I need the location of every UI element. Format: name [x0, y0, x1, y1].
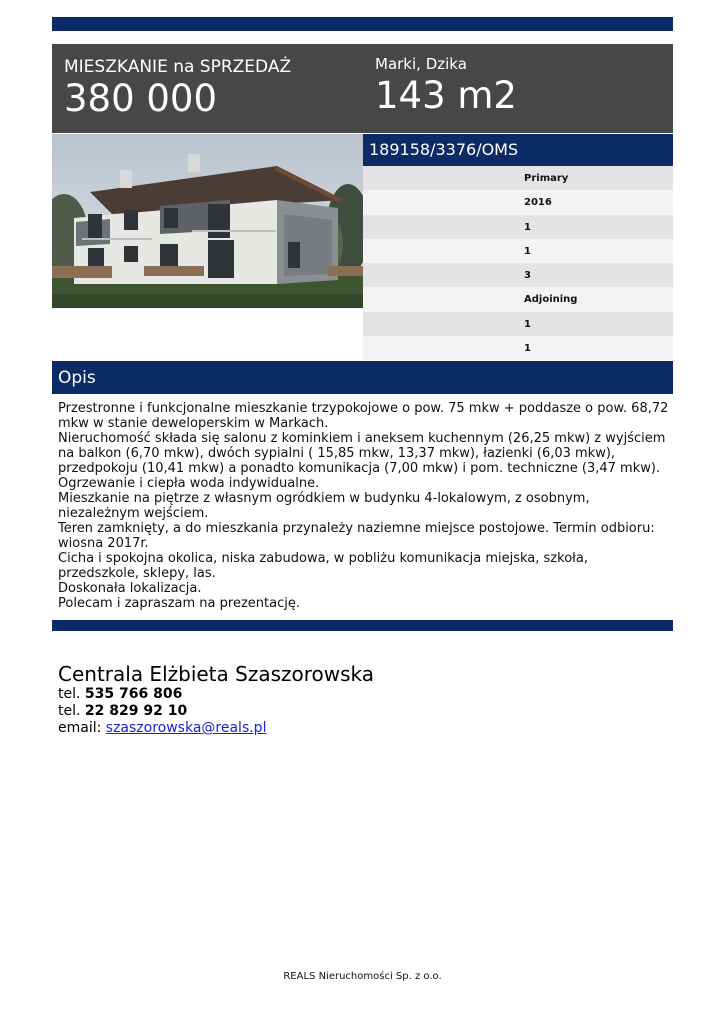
top-accent-bar: [52, 17, 673, 31]
listing-reference-bar: [363, 134, 673, 166]
location-label: Marki, Dzika: [375, 55, 467, 73]
param-value: Adjoining: [524, 294, 578, 306]
param-row: [363, 263, 673, 287]
header-right: [375, 54, 517, 117]
param-value: 1: [524, 343, 531, 355]
param-row: [363, 166, 673, 190]
header-left: [64, 56, 291, 120]
phone-label: tel.: [58, 686, 81, 702]
description-heading-bar: [52, 361, 673, 394]
email-line: [58, 720, 374, 737]
email-link[interactable]: szaszorowska@reals.pl: [105, 720, 267, 736]
param-value: 1: [524, 221, 531, 233]
param-value: 2016: [524, 197, 552, 209]
param-row: [363, 287, 673, 311]
param-row: [363, 190, 673, 214]
description-paragraph: Polecam i zapraszam na prezentację.: [58, 596, 300, 611]
param-row: [363, 239, 673, 263]
email-label: email:: [58, 720, 102, 736]
param-value: 1: [524, 245, 531, 257]
param-value: 3: [524, 270, 531, 282]
listing-header: [52, 44, 673, 133]
contact-block: [58, 662, 374, 737]
house-render-image: [52, 134, 363, 308]
phone-line-1: [58, 686, 374, 703]
bottom-accent-bar: [52, 620, 673, 631]
param-row: [363, 336, 673, 360]
phone-line-2: [58, 703, 374, 720]
description-paragraph: Teren zamknięty, a do mieszkania przynależy naziemne miejsce postojowe. Termin odbioru: wiosna 2017r.: [58, 521, 655, 551]
description-paragraph: Cicha i spokojna okolica, niska zabudowa, w pobliżu komunikacja miejska, szkoła, przedszkole, sklepy, las.: [58, 551, 588, 581]
area-value: 143 m2: [375, 74, 517, 117]
param-value: 1: [524, 318, 531, 330]
price-value: 380 000: [64, 77, 218, 120]
param-row: [363, 215, 673, 239]
param-row: [363, 312, 673, 336]
description-paragraph: Nieruchomość składa się salonu z kominkiem i aneksem kuchennym (26,25 mkw) z wyjściem na balkon (6,70 mkw), dwóch sypialni ( 15,85 mkw, 13,37 mkw), łazienki (6,03 mkw), przedpokoju (10,41 mkw) a ponadto komunikacja (7,00 mkw) i pom. techniczne (3,47 mkw). Ogrzewanie i ciepła woda indywidualne.: [58, 431, 666, 491]
property-params-table: [363, 166, 673, 360]
phone-label: tel.: [58, 703, 81, 719]
description-paragraph: Mieszkanie na piętrze z własnym ogródkiem w budynku 4-lokalowym, z osobnym, niezależnym wejściem.: [58, 491, 590, 521]
description-paragraph: Doskonała lokalizacja.: [58, 581, 202, 596]
listing-reference-number: 189158/3376/OMS: [369, 140, 519, 159]
offer-type-label: MIESZKANIE na SPRZEDAŻ: [64, 57, 292, 77]
footer-company: REALS Nieruchomości Sp. z o.o.: [283, 971, 442, 982]
description-text: [58, 401, 670, 611]
description-heading: Opis: [58, 368, 96, 388]
phone-number-2: 22 829 92 10: [84, 703, 188, 719]
description-paragraph: Przestronne i funkcjonalne mieszkanie trzypokojowe o pow. 75 mkw + poddasze o pow. 68,72 mkw w stanie deweloperskim w Markach.: [58, 401, 669, 431]
contact-name: Centrala Elżbieta Szaszorowska: [58, 662, 375, 686]
phone-number-1: 535 766 806: [84, 686, 183, 702]
property-photo: [52, 134, 363, 308]
param-value: Primary: [524, 173, 569, 184]
